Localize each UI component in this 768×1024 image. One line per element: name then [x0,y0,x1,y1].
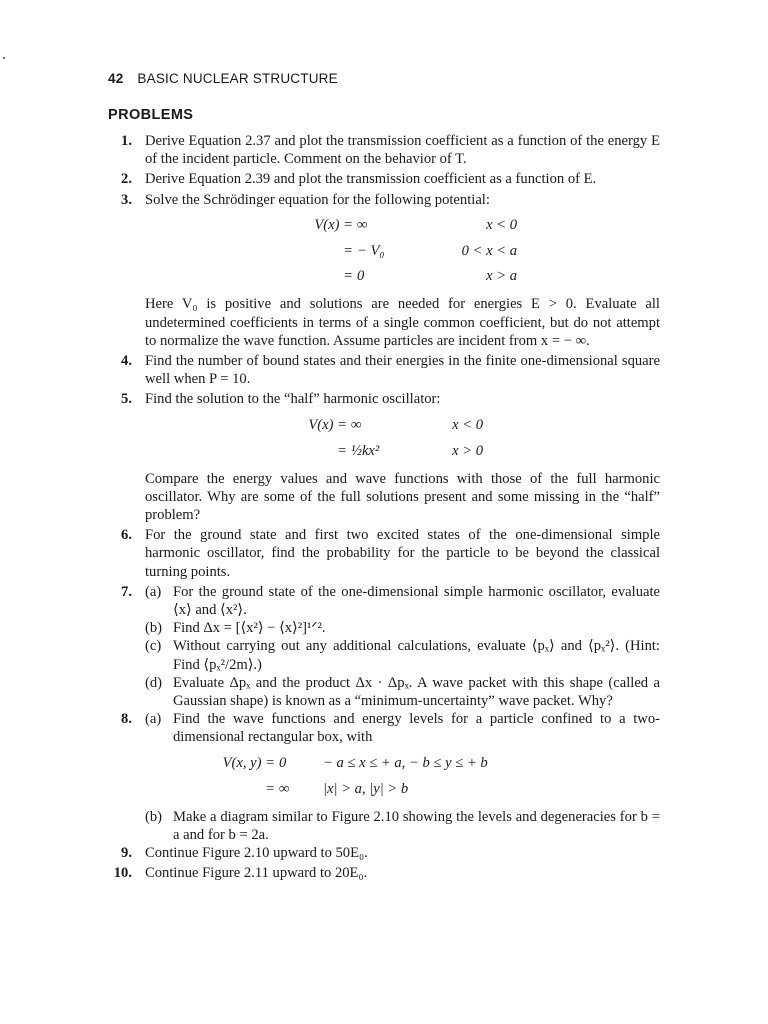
problem-text: Derive Equation 2.37 and plot the transmission coefficient as a function of the energy E of the incident particle. Comment on the behavior of T. [145,133,660,168]
problem-10 [108,864,660,882]
problem-3 [108,191,660,350]
subpart-label: (b) [145,808,163,825]
problem-8 [108,710,660,844]
problem-text: Find the number of bound states and their energies in the finite one-dimensional square well when P = 10. [145,352,660,388]
equation-row [145,438,660,464]
equation-condition: |x| > a, |y| > b [323,780,409,797]
problem-4 [108,352,660,388]
equation-condition: − a ≤ x ≤ + a, − b ≤ y ≤ + b [323,755,488,772]
subpart-a [145,710,660,746]
problem-number: 8. [121,711,132,728]
subpart-label: (a) [145,711,162,728]
problem-number: 5. [121,391,132,408]
problem-number: 1. [121,133,132,149]
problem-text: Find the solution to the “half” harmonic oscillator: [145,391,441,408]
page-number: 42 [108,71,124,86]
problem-text: Solve the Schrödinger equation for the following potential: [145,191,490,208]
equation-rhs: 0 [279,755,287,772]
equation-condition: 0 < x < a [461,242,517,259]
subpart-text: Without carrying out any additional calculations, evaluate ⟨pₓ⟩ and ⟨pₓ²⟩. (Hint: Find ⟨pₓ²/2m⟩.) [173,638,660,673]
subpart-a [145,583,660,619]
section-heading: PROBLEMS [108,107,194,123]
subpart-d [145,674,660,710]
problem-number: 10. [113,865,132,882]
problem-number: 2. [121,171,132,188]
chapter-title: BASIC NUCLEAR STRUCTURE [137,71,338,86]
equation-condition: x > a [486,268,517,285]
problem-2 [108,170,660,188]
subpart-text: Find Δx = [⟨x²⟩ − ⟨x⟩²]¹ᐟ². [173,620,326,637]
equation-row [145,751,660,777]
equation-lhs: V(x) = [308,417,347,434]
subpart-label: (a) [145,583,162,600]
equation-rhs: − V₀ [357,242,385,259]
equation-row [145,213,660,239]
subpart-b [145,808,660,844]
equation-lhs: = [265,780,275,797]
equation-condition: x > 0 [452,442,483,459]
equation-row [145,413,660,439]
problem-7 [108,583,660,710]
equation-rhs: ½kx² [351,442,380,459]
equation-lhs: V(x) = [314,217,353,234]
scan-speck [3,57,5,59]
problem-number: 4. [121,352,132,369]
subpart-text: For the ground state of the one-dimensional simple harmonic oscillator, evaluate ⟨x⟩ and ⟨x²⟩. [173,583,660,618]
potential-equations [145,413,660,464]
equation-rhs: ∞ [357,217,368,234]
subpart-label: (c) [145,638,162,655]
equation-lhs: V(x, y) = [222,755,275,772]
subpart-text: Find the wave functions and energy levels for a particle confined to a two-dimensional rectangular box, with [173,711,660,746]
subpart-c [145,637,660,673]
problem-number: 7. [121,583,132,600]
problem-5 [108,390,660,524]
equation-condition: x < 0 [486,217,517,234]
problem-text: For the ground state and first two excited states of the one-dimensional simple harmonic oscillator, find the probability for the particle to be beyond the classical turning points. [145,527,660,580]
equation-row [145,776,660,802]
equation-rhs: 0 [357,268,365,285]
problem-text: Continue Figure 2.11 upward to 20E₀. [145,865,368,882]
problem-number: 9. [121,844,132,861]
problem-text-continued: Compare the energy values and wave functions with those of the full harmonic oscillator. Why are some of the full solutions present and some missing in the “half” problem? [145,470,660,523]
equation-lhs: = [343,242,353,259]
equation-row [145,264,660,290]
subpart-text: Make a diagram similar to Figure 2.10 showing the levels and degeneracies for b = a and for b = 2a. [173,808,660,843]
problem-text: Derive Equation 2.39 and plot the transmission coefficient as a function of E. [145,171,597,188]
problem-text-continued: Here V₀ is positive and solutions are needed for energies E > 0. Evaluate all undetermined coefficients in terms of a single common coefficient, but do not attempt to normalize the wave function. Assume particles are incident from x = − ∞. [145,296,660,349]
equation-rhs: ∞ [279,780,290,797]
problem-list [108,132,660,884]
equation-lhs: = [343,268,353,285]
subpart-b [145,619,660,637]
problem-6 [108,526,660,581]
box-potential-equations [145,751,660,802]
problem-number: 6. [121,527,132,544]
equation-row [145,238,660,264]
problem-1 [108,132,660,168]
running-header [108,71,338,86]
equation-lhs: = [337,442,347,459]
equation-rhs: ∞ [351,417,362,434]
potential-equations [145,213,660,290]
subpart-label: (b) [145,620,163,637]
problem-text: Continue Figure 2.10 upward to 50E₀. [145,844,368,861]
problem-number: 3. [121,191,132,208]
subpart-text: Evaluate Δpₓ and the product Δx · Δpₓ. A wave packet with this shape (called a Gaussian shape) is known as a “minimum-uncertainty” wave packet. Why? [173,674,660,709]
subpart-label: (d) [145,674,163,691]
equation-condition: x < 0 [452,417,483,434]
problem-9 [108,844,660,862]
